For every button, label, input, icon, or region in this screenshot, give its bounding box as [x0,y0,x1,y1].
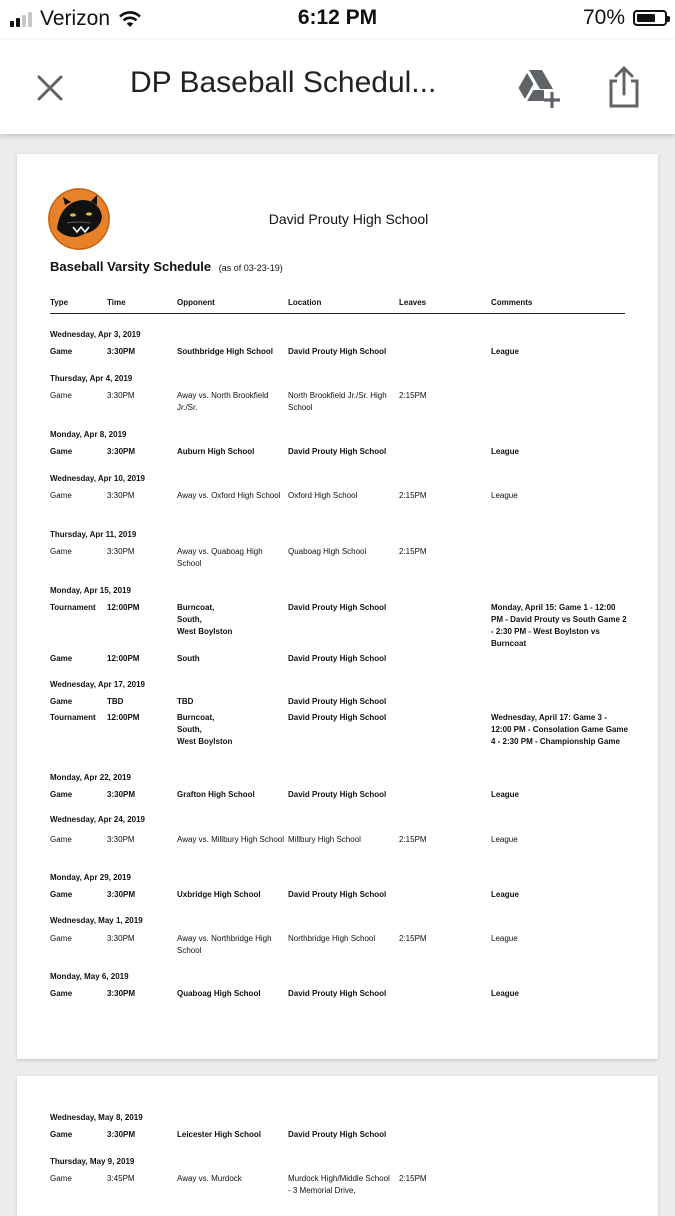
cell-location: Quaboag High School [288,547,367,556]
date-heading: Monday, Apr 8, 2019 [50,430,127,439]
table-row [17,390,658,412]
cell-time: 3:30PM [107,934,135,943]
cell-type: Game [50,1174,72,1183]
cell-opponent: Away vs. Oxford High School [177,491,281,500]
cell-location: David Prouty High School [288,989,387,998]
cell-type: Game [50,391,72,400]
cell-time: 3:30PM [107,547,135,556]
cell-location: David Prouty High School [288,713,387,722]
as-of-date: (as of 03-23-19) [218,263,283,273]
cell-time: 12:00PM [107,654,140,663]
schedule-title [50,259,283,274]
header-time: Time [107,298,126,307]
cell-comments: League [491,790,520,799]
cell-location: Murdock High/Middle School - 3 Memorial Drive, [288,1174,390,1195]
battery-indicator [583,6,667,30]
cell-opponent: Grafton High School [177,790,255,799]
table-row [17,346,658,360]
cell-type: Game [50,654,73,663]
carrier-name: Verizon [40,7,111,30]
cell-type: Game [50,790,73,799]
cell-location: David Prouty High School [288,654,387,663]
cell-leaves: 2:15PM [399,934,427,943]
add-to-drive-icon[interactable] [515,66,561,108]
cell-opponent: Southbridge High School [177,347,273,356]
cell-type: Game [50,934,72,943]
cell-location: Millbury High School [288,835,361,844]
cell-type: Tournament [50,603,96,612]
cell-time: 3:30PM [107,890,136,899]
date-heading: Monday, Apr 22, 2019 [50,773,131,782]
cell-location: David Prouty High School [288,697,387,706]
cell-location: David Prouty High School [288,603,387,612]
date-heading: Wednesday, May 1, 2019 [50,916,143,925]
cell-comments: League [491,835,518,844]
table-row [17,789,658,803]
table-row [17,834,658,848]
cell-type: Tournament [50,713,96,722]
header-comments: Comments [491,298,533,307]
cell-time: 3:30PM [107,989,136,998]
cell-location: David Prouty High School [288,790,387,799]
cell-type: Game [50,890,73,899]
table-row [17,889,658,903]
cell-location: Oxford High School [288,491,358,500]
table-row [17,712,658,746]
cell-time: 12:00PM [107,603,140,612]
table-row [17,602,658,648]
date-heading: Wednesday, Apr 3, 2019 [50,330,141,339]
document-title: DP Baseball Schedul... [130,66,437,99]
cell-type: Game [50,547,72,556]
battery-level [637,14,655,22]
share-icon[interactable] [604,64,644,110]
table-row [17,988,658,1002]
cell-location: Northbridge High School [288,934,376,943]
date-heading: Thursday, Apr 4, 2019 [50,374,133,383]
cell-time: 3:30PM [107,1130,136,1139]
date-heading: Wednesday, Apr 17, 2019 [50,680,146,689]
cell-opponent: Leicester High School [177,1130,262,1139]
cell-comments: League [491,989,520,998]
cell-opponent: Uxbridge High School [177,890,261,899]
cell-location: David Prouty High School [288,347,387,356]
cell-comments: League [491,447,520,456]
cell-time: 3:30PM [107,491,135,500]
table-row [17,546,658,568]
close-icon[interactable] [30,68,70,108]
date-heading: Thursday, Apr 11, 2019 [50,530,137,539]
cell-time: 3:30PM [107,391,135,400]
cell-comments: League [491,491,518,500]
table-row [17,1173,658,1195]
cell-location: David Prouty High School [288,890,387,899]
cell-comments: Wednesday, April 17: Game 3 - 12:00 PM - Consolation Game Game 4 - 2:30 PM - Championship Game [491,713,628,746]
header-location: Location [288,298,322,307]
date-heading: Wednesday, Apr 10, 2019 [50,474,146,483]
clock: 6:12 PM [297,6,378,29]
cell-time: 3:30PM [107,835,135,844]
cell-time: 3:30PM [107,347,136,356]
table-row [17,446,658,460]
header-leaves: Leaves [399,298,427,307]
cell-time: 12:00PM [107,713,140,722]
cell-time: 3:30PM [107,447,136,456]
schedule-title-text: Baseball Varsity Schedule [50,259,212,274]
table-row [17,1129,658,1143]
cell-time: 3:45PM [107,1174,135,1183]
cell-opponent: Burncoat, South, West Boylston [177,603,233,636]
cell-leaves: 2:15PM [399,491,427,500]
cell-type: Game [50,697,73,706]
date-heading: Monday, Apr 29, 2019 [50,873,131,882]
cell-comments: League [491,890,520,899]
cell-location: David Prouty High School [288,447,387,456]
cell-leaves: 2:15PM [399,391,427,400]
cell-comments: League [491,934,518,943]
cell-type: Game [50,989,73,998]
cell-type: Game [50,491,72,500]
date-heading: Wednesday, Apr 24, 2019 [50,815,146,824]
date-heading: Wednesday, May 8, 2019 [50,1113,143,1122]
cell-time: TBD [107,697,124,706]
app-bar [0,40,675,134]
battery-percent: 70% [582,6,625,29]
cell-opponent: Away vs. Millbury High School [177,835,285,844]
cell-opponent: Away vs. Murdock [177,1174,242,1183]
document-page-1 [17,154,658,1059]
cell-type: Game [50,1130,73,1139]
cell-type: Game [50,835,72,844]
date-heading: Thursday, May 9, 2019 [50,1157,135,1166]
cell-location: David Prouty High School [288,1130,387,1139]
cell-opponent: Auburn High School [177,447,255,456]
table-row [17,490,658,504]
cell-leaves: 2:15PM [399,835,427,844]
header-divider [50,313,625,314]
cell-type: Game [50,347,73,356]
status-bar [0,0,675,40]
cell-leaves: 2:15PM [399,1174,427,1183]
cell-opponent: Away vs. Quaboag High School [177,547,263,568]
cell-opponent: Away vs. North Brookfield Jr./Sr. [177,391,269,412]
cell-comments: Monday, April 15: Game 1 - 12:00 PM - David Prouty vs South Game 2 - 2:30 PM - West Boylston vs Burncoat [491,603,627,648]
cell-opponent: South [177,654,200,663]
cell-type: Game [50,447,73,456]
date-heading: Monday, May 6, 2019 [50,972,129,981]
document-page-2 [17,1076,658,1216]
cell-opponent: Away vs. Northbridge High School [177,934,272,955]
header-type: Type [50,298,69,307]
cell-location: North Brookfield Jr./Sr. High School [288,391,387,412]
table-header [17,297,658,311]
cell-time: 3:30PM [107,790,136,799]
date-heading: Monday, Apr 15, 2019 [50,586,131,595]
battery-icon [633,10,667,26]
cell-opponent: Quaboag High School [177,989,261,998]
school-name: David Prouty High School [268,211,429,227]
table-row [17,696,658,710]
cell-opponent: Burncoat, South, West Boylston [177,713,233,746]
cell-opponent: TBD [177,697,194,706]
cell-comments: League [491,347,520,356]
header-opponent: Opponent [177,298,215,307]
table-row [17,653,658,667]
cell-leaves: 2:15PM [399,547,427,556]
table-row [17,933,658,955]
